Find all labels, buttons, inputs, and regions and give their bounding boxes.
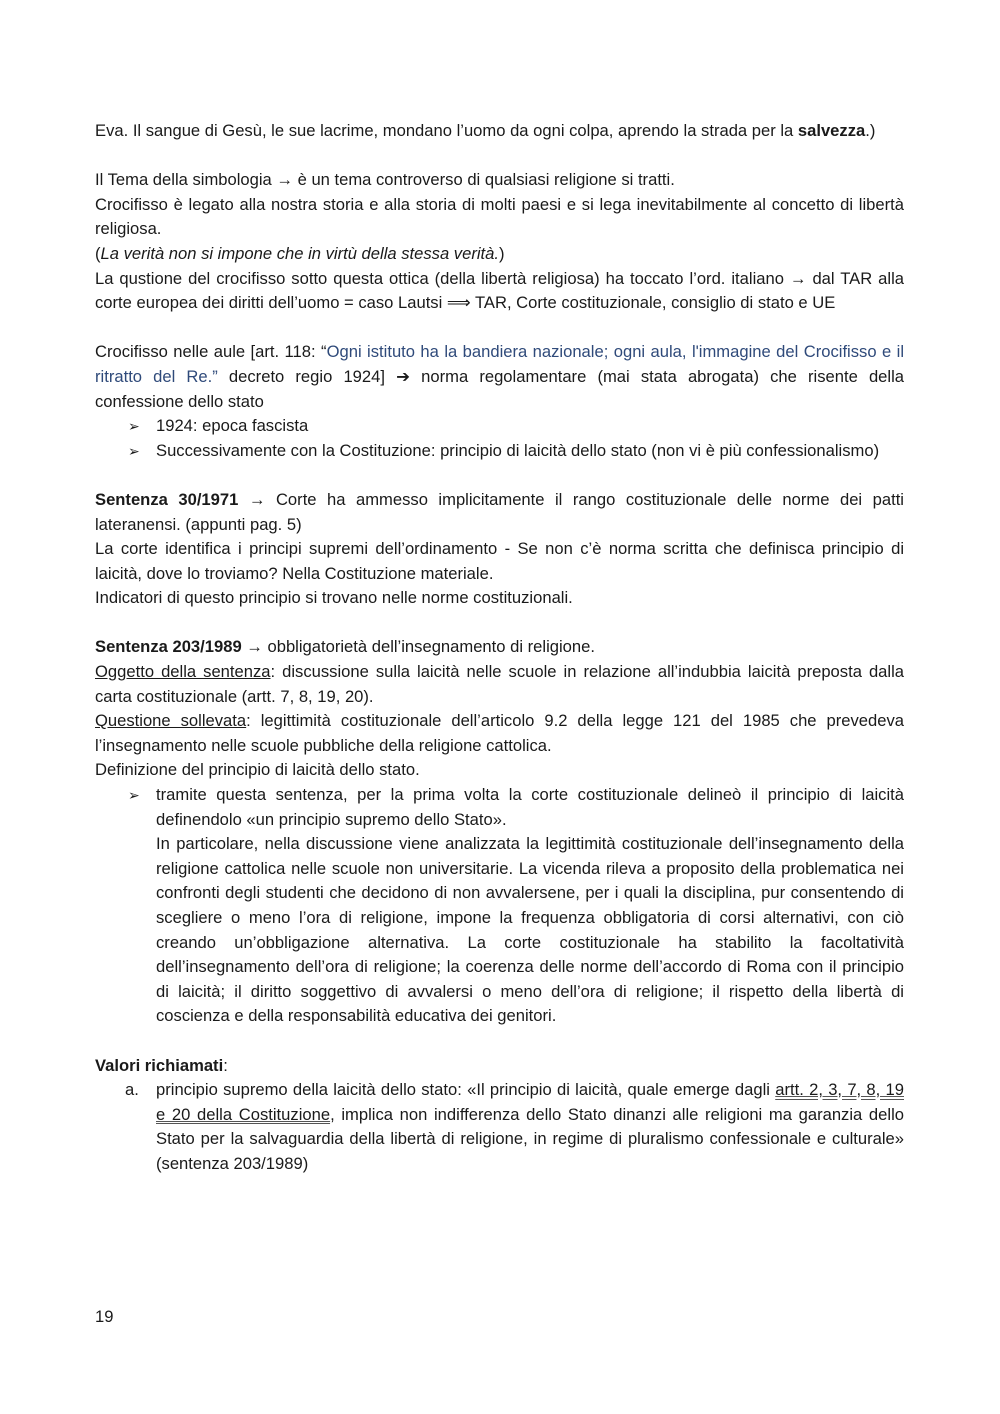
spacer	[95, 463, 904, 488]
bold-text: salvezza	[797, 121, 866, 140]
paragraph-sentenza-1989	[95, 635, 904, 660]
text: Eva. Il sangue di Gesù, le sue lacrime, mondano l’uomo da ogni colpa, aprendo la strada per la	[95, 121, 798, 140]
text: Crocifisso nelle aule [art. 118: “	[95, 342, 327, 362]
text: :	[223, 1055, 228, 1075]
paragraph-indicatori: Indicatori di questo principio si trovano nelle norme costituzionali.	[95, 588, 573, 608]
bold-text: Sentenza 203/1989	[95, 637, 242, 657]
text: (	[95, 243, 101, 263]
arrowhead-bullet-icon: ➢	[128, 442, 140, 459]
text: → obbligatorietà dell’insegnamento di religione.	[241, 637, 595, 657]
paragraph-oggetto	[95, 660, 904, 709]
text: decreto regio 1924]	[217, 366, 397, 386]
articles-link[interactable]: artt. 2, 3, 7, 8, 19 e 20 della Costituzione	[156, 1080, 904, 1124]
italic-text: La verità non si impone che in virtù della stessa verità.	[100, 243, 499, 263]
arrowhead-bullet-icon: ➢	[128, 418, 140, 435]
paragraph-eva	[95, 119, 904, 144]
list-item-text: tramite questa sentenza, per la prima volta la corte costituzionale delineò il principio di laicità definendolo «un principio supremo dello Stato».	[156, 785, 904, 829]
text: .)	[865, 121, 876, 140]
underlined-label: Oggetto della sentenza	[95, 662, 271, 682]
bold-text: Valori richiamati	[95, 1055, 224, 1075]
list-item-text: 1924: epoca fascista	[156, 416, 309, 436]
spacer	[95, 144, 904, 169]
text: )	[498, 243, 505, 263]
underlined-label: Questione sollevata	[95, 711, 247, 731]
spacer	[95, 316, 904, 341]
arrowhead-bullet-icon: ➢	[128, 787, 140, 804]
paragraph-tema: Il Tema della simbologia → è un tema controverso di qualsiasi religione si tratti.	[95, 170, 675, 190]
bullet-list-1924	[95, 414, 904, 463]
paragraph-particolare: In particolare, nella discussione viene analizzata la legittimità costituzionale dell’insegnamento della religione cattolica nelle scuole non universitarie. La vicenda rileva a proposito della problematica nei confronti degli studenti che decidono di non avvalersene, per i quali la disciplina, pur consentendo di scegliere o meno l’ora di religione, impone la frequenza obbligatoria di corsi alternativi, con ciò creando un’obbligazione alternativa. La corte costituzionale ha stabilito la facoltatività dell’insegnamento dell’ora di religione; la coerenza delle norme dell’accordo di Roma con il principio di laicità; il diritto soggettivo di avvalersi o meno dell’ora di religione; il rispetto della libertà di coscienza e della responsabilità educativa dei genitori.	[156, 834, 904, 1026]
page-number: 19	[95, 1307, 114, 1326]
text: principio supremo della laicità dello stato: «Il principio di laicità, quale emerge dagli	[156, 1080, 776, 1100]
quote-text: Ogni istituto ha la bandiera nazionale; ogni aula, l'immagine del Crocifisso e il ritratto del Re.”	[95, 342, 905, 386]
list-item	[95, 783, 904, 832]
text: : legittimità costituzionale dell’articolo 9.2 della legge 121 del 1985 che prevedeva l’insegnamento nelle scuole pubbliche della religione cattolica.	[95, 711, 905, 755]
arrow-icon: ➔	[396, 366, 411, 386]
text: → Corte ha ammesso implicitamente il rango costituzionale delle norme dei patti lateranensi. (appunti pag. 5)	[95, 489, 904, 534]
paragraph-crocifisso: Crocifisso è legato alla nostra storia e alla storia di molti paesi e si lega inevitabilmente al concetto di libertà religiosa.	[95, 194, 904, 239]
paragraph-aule	[95, 340, 904, 414]
spacer	[95, 1029, 904, 1054]
paragraph-questione: La qustione del crocifisso sotto questa ottica (della libertà religiosa) ha toccato l’ord. italiano → dal TAR alla corte europea dei diritti dell’uomo = caso Lautsi ⟹ TAR, Corte costituzionale, consiglio di stato e UE	[95, 268, 904, 313]
text: norma regolamentare (mai stata abrogata) che risente della confessione dello stato	[95, 366, 905, 411]
paragraph-definizione: Definizione del principio di laicità dello stato.	[95, 760, 420, 780]
list-item	[95, 439, 904, 464]
spacer	[95, 611, 904, 636]
paragraph-sentenza-1971	[95, 488, 904, 537]
list-item-text: Successivamente con la Costituzione: principio di laicità dello stato (non vi è più confessionalismo)	[156, 440, 880, 460]
paragraph-questione-sollevata	[95, 709, 904, 758]
text: , implica non indifferenza dello Stato dinanzi alle religioni ma garanzia dello Stato per la salvaguardia della libertà di religione, in regime di pluralismo confessionale e culturale» (sentenza 203/1989)	[156, 1104, 904, 1173]
bold-text: Sentenza 30/1971	[95, 489, 239, 509]
document-page	[95, 119, 904, 1177]
list-marker: a.	[125, 1080, 139, 1100]
paragraph-principi-supremi: La corte identifica i principi supremi dell’ordinamento - Se non c’è norma scritta che definisca principio di laicità, dove lo troviamo? Nella Costituzione materiale.	[95, 539, 904, 583]
list-item	[95, 1078, 904, 1176]
text: : discussione sulla laicità nelle scuole in relazione all’indubbia laicità preposta dalla carta costituzionale (artt. 7, 8, 19, 20).	[95, 662, 905, 706]
paragraph-verita	[95, 242, 904, 267]
list-item	[95, 414, 904, 439]
lettered-list	[95, 1078, 904, 1176]
bullet-list-laicita	[95, 783, 904, 832]
heading-valori	[95, 1054, 904, 1079]
